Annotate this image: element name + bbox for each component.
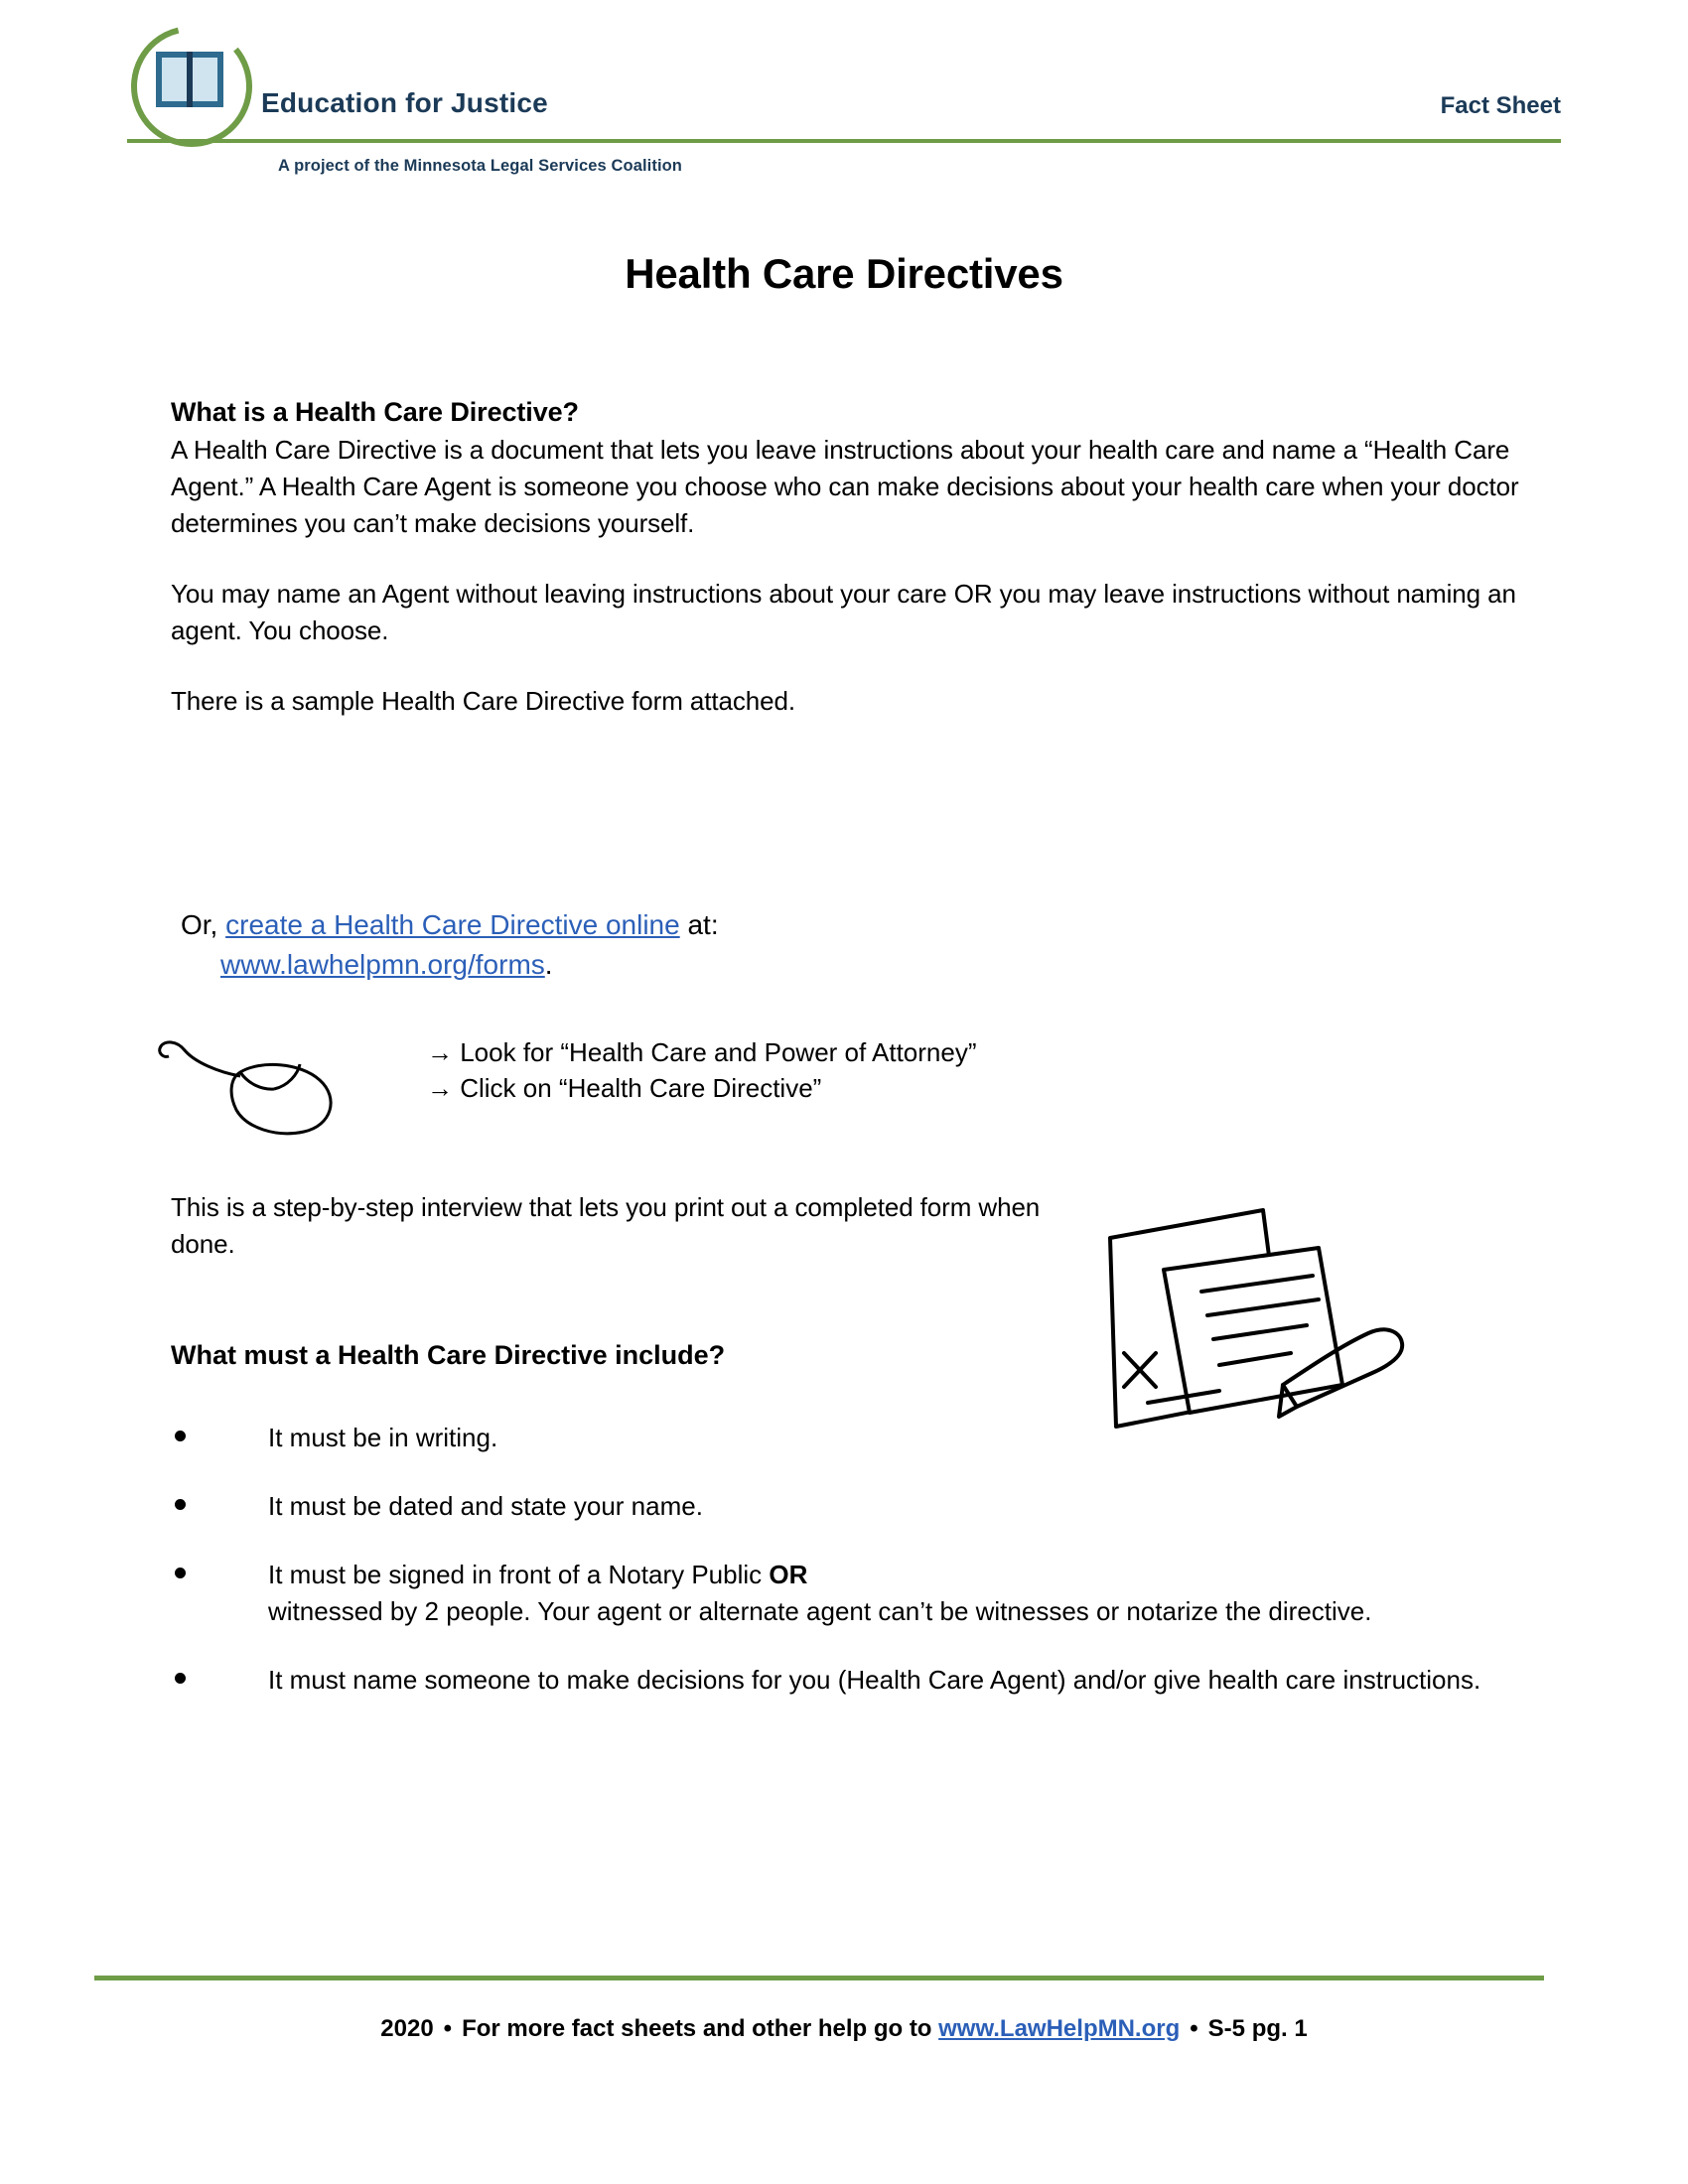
online-option-block [181,905,1372,985]
paragraph-what-is: A Health Care Directive is a document that lets you leave instructions about your health care and name a “Health Care Agent.” A Health Care Agent is someone you choose who can make decisions about your health care when your doctor determines you can’t make decisions yourself. [171,435,1519,538]
lawhelpmn-forms-link[interactable]: www.lawhelpmn.org/forms [220,948,545,980]
bullet-dot-icon [175,1673,186,1684]
computer-mouse-icon [149,1032,367,1142]
footer-divider [94,1976,1544,1980]
list-item-text: It must name someone to make decisions for you (Health Care Agent) and/or give health care instructions. [268,1664,1481,1695]
list-item-text: It must be dated and state your name. [268,1490,703,1521]
list-item-text-bold: OR [769,1559,808,1589]
list-item [171,1557,1541,1630]
paragraph-step-by-step: This is a step-by-step interview that lets you print out a completed form when done. [171,1192,1041,1259]
bullet-dot-icon [175,1568,186,1578]
online-instructions [427,1034,977,1107]
main-content [171,397,1536,719]
instruction-look-for: → Look for “Health Care and Power of Attorney” [427,1037,977,1067]
paragraph-sample-form: There is a sample Health Care Directive form attached. [171,685,795,716]
paragraph-name-agent: You may name an Agent without leaving instructions about your care OR you may leave instructions without naming an agent. You choose. [171,578,1516,645]
brand-subtitle: A project of the Minnesota Legal Services Coalition [278,157,682,175]
list-item-text: It must be in writing. [268,1423,498,1452]
bullet-dot-icon [175,1499,186,1510]
document-with-pen-icon [1053,1196,1430,1524]
page-title: Health Care Directives [625,250,1063,297]
page-header [0,0,1688,199]
create-directive-online-link[interactable]: create a Health Care Directive online [225,909,680,940]
bullet-dot-icon [175,1431,186,1441]
list-item-text-pre: It must be signed in front of a Notary Public [268,1559,770,1589]
footer-lawhelpmn-link[interactable]: www.LawHelpMN.org [938,2015,1181,2042]
header-divider [127,139,1561,143]
footer-page-ref: S-5 pg. 1 [1207,2015,1308,2042]
or-prefix: Or, [181,909,226,940]
section-heading-what-is: What is a Health Care Directive? [171,397,579,427]
instruction-click-on: → Click on “Health Care Directive” [427,1073,822,1104]
or-period: . [544,948,553,980]
section-heading-must-include: What must a Health Care Directive include? [171,1340,726,1370]
brand-title: Education for Justice [261,87,548,118]
footer [0,2015,1688,2043]
fact-sheet-label: Fact Sheet [1440,92,1561,119]
list-item [171,1662,1541,1699]
footer-separator-2: • [1190,2015,1198,2042]
footer-text: For more fact sheets and other help go to [462,2015,939,2042]
footer-separator: • [443,2015,453,2042]
list-item-text-post: witnessed by 2 people. Your agent or alternate agent can’t be witnesses or notarize the directive. [268,1595,1372,1626]
open-book-icon [154,48,225,113]
or-suffix: at: [679,909,719,940]
footer-year: 2020 [380,2015,434,2042]
